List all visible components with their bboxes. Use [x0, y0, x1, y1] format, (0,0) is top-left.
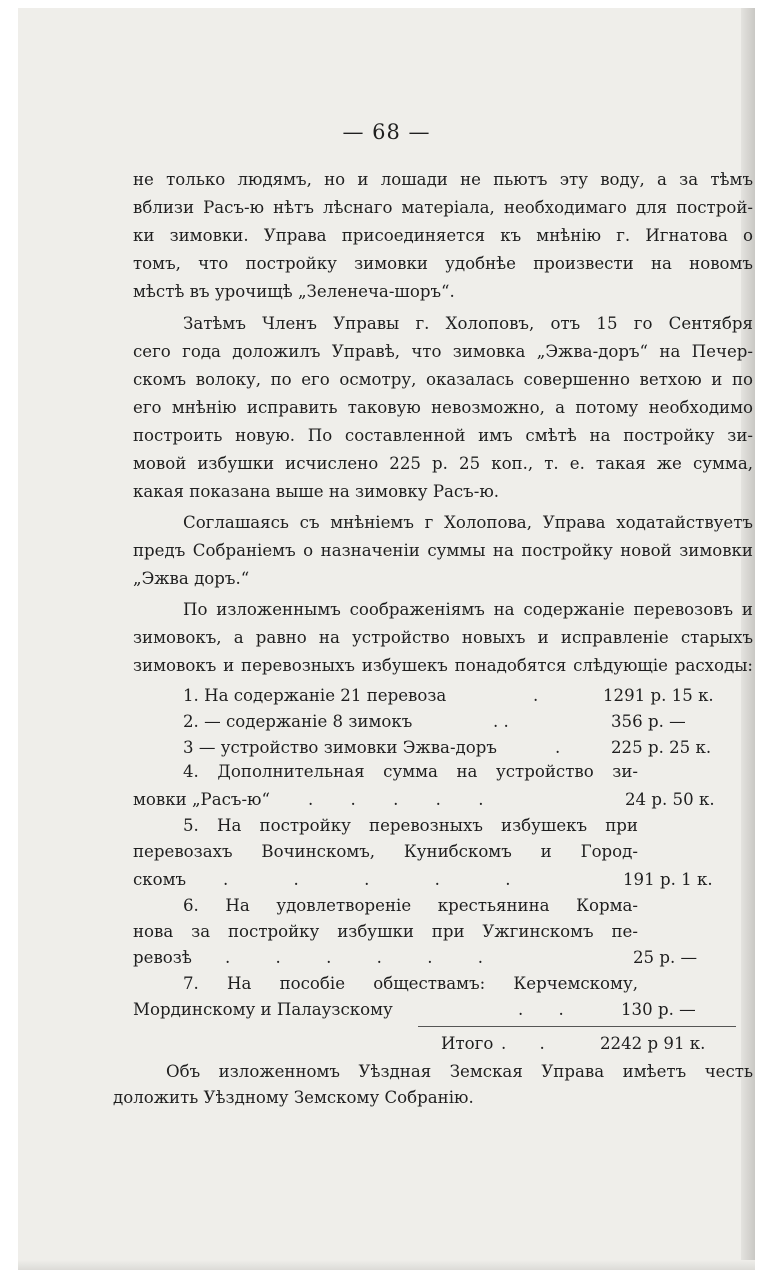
total-dots: . . [501, 1034, 545, 1053]
text-line: построить новую. По составленной имъ смѣтѣ на постройку зи- [133, 426, 753, 445]
expense-label: 2. — содержаніе 8 зимокъ [183, 712, 413, 731]
expense-item-4-line: 4. Дополнительная сумма на устройство зи- [183, 762, 638, 781]
text-line: не только людямъ, но и лошади не пьютъ эту воду, а за тѣмъ [133, 170, 753, 189]
text-line: „Эжва доръ.“ [133, 569, 250, 588]
expense-label: ревозѣ [133, 948, 192, 967]
expense-dots: . . . . . [308, 790, 484, 809]
expense-amount: 191 р. 1 к. [623, 870, 713, 889]
expense-total [133, 1032, 753, 1056]
expense-item-6 [133, 946, 753, 970]
expense-label: 1. На содержаніе 21 перевоза [183, 686, 447, 705]
text-line: зимовокъ и перевозныхъ избушекъ понадобятся слѣдующіе расходы: [133, 656, 753, 675]
text-line: вблизи Расъ-ю нѣтъ лѣснаго матеріала, необходимаго для построй- [133, 198, 753, 217]
expense-label: скомъ [133, 870, 187, 889]
expense-item-6-line: 6. На удовлетвореніе крестьянина Корма- [183, 896, 638, 915]
expense-item-5-line: 5. На постройку перевозныхъ избушекъ при [183, 816, 638, 835]
expense-label: 3 — устройство зимовки Эжва-доръ [183, 738, 497, 757]
text-line: Объ изложенномъ Уѣздная Земская Управа имѣетъ честь [166, 1062, 753, 1081]
expense-amount: 356 р. — [611, 712, 686, 731]
text-line: сего года доложилъ Управѣ, что зимовка „Эжва-доръ“ на Печер- [133, 342, 753, 361]
text-line: Соглашаясь съ мнѣніемъ г Холопова, Управа ходатайствуетъ [183, 513, 753, 532]
text-line: его мнѣнію исправить таковую невозможно, а потому необходимо [133, 398, 753, 417]
expense-dots: . [555, 738, 561, 757]
expense-amount: 130 р. — [621, 1000, 696, 1019]
page-bottom-shadow [18, 1260, 755, 1270]
total-rule [418, 1026, 736, 1027]
expense-amount: 25 р. — [633, 948, 698, 967]
expense-item-7 [133, 998, 753, 1022]
expense-item-5 [133, 868, 753, 892]
expense-item-6-line: нова за постройку избушки при Ужгинскомъ пе- [133, 922, 638, 941]
text-line: ки зимовки. Управа присоединяется къ мнѣнію г. Игнатова о [133, 226, 753, 245]
expense-dots: . . [518, 1000, 564, 1019]
book-page [18, 8, 755, 1270]
text-line: По изложеннымъ соображеніямъ на содержаніе перевозовъ и [183, 600, 753, 619]
expense-amount: 1291 р. 15 к. [603, 686, 714, 705]
expense-item-1 [133, 684, 753, 708]
text-line: мовой избушки исчислено 225 р. 25 коп., т. е. такая же сумма, [133, 454, 753, 473]
expense-item-3 [133, 736, 753, 760]
text-line: предъ Собраніемъ о назначеніи суммы на постройку новой зимовки [133, 541, 753, 560]
text-line: мѣстѣ въ урочищѣ „Зеленеча-шоръ“. [133, 282, 455, 301]
expense-item-4 [133, 788, 753, 812]
text-line: Затѣмъ Членъ Управы г. Холоповъ, отъ 15 го Сентября [183, 314, 753, 333]
expense-dots: . . . . . . [225, 948, 484, 967]
expense-item-5-line: перевозахъ Вочинскомъ, Кунибскомъ и Город- [133, 842, 638, 861]
expense-label: Мординскому и Палаузскому [133, 1000, 393, 1019]
text-line: скомъ волоку, по его осмотру, оказалась совершенно ветхою и по [133, 370, 753, 389]
text-line: зимовокъ, а равно на устройство новыхъ и исправленіе старыхъ [133, 628, 753, 647]
expense-amount: 24 р. 50 к. [625, 790, 715, 809]
text-line: доложить Уѣздному Земскому Собранію. [113, 1088, 474, 1107]
expense-amount: 225 р. 25 к. [611, 738, 712, 757]
total-amount: 2242 р 91 к. [600, 1034, 706, 1053]
text-line: какая показана выше на зимовку Расъ-ю. [133, 482, 500, 501]
expense-label: мовки „Расъ-ю“ [133, 790, 270, 809]
expense-dots: . . [493, 712, 509, 731]
text-line: томъ, что постройку зимовки удобнѣе произвести на новомъ [133, 254, 753, 273]
expense-item-7-line: 7. На пособіе обществамъ: Керчемскому, [183, 974, 638, 993]
page-number: — 68 — [342, 120, 431, 144]
expense-item-2 [133, 710, 753, 734]
expense-dots: . . . . . [223, 870, 511, 889]
expense-dots: . [533, 686, 539, 705]
total-label: Итого [441, 1034, 494, 1053]
